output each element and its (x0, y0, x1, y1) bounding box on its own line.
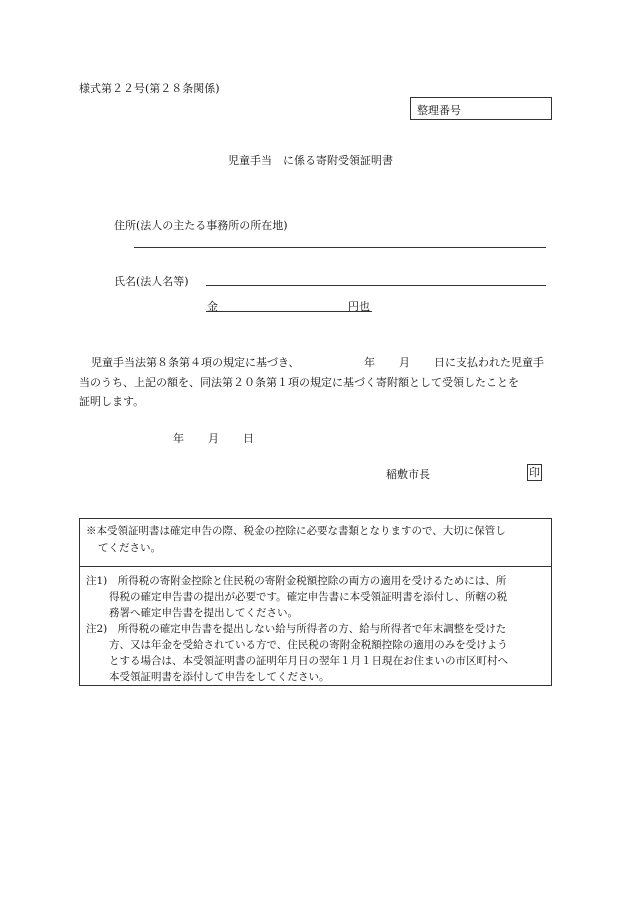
address-underline (134, 247, 546, 248)
notice-line1: ※本受領証明書は確定申告の際、税金の控除に必要な書類となりますので、大切に保管し (86, 525, 506, 537)
note1-line3: 務署へ確定申告書を提出してください。 (109, 607, 298, 619)
date-month: 月 (208, 432, 219, 445)
body-line3: 証明します。 (79, 395, 145, 408)
seal-mark: 印 (529, 466, 540, 479)
document-title: 児童手当 に係る寄附受領証明書 (228, 154, 393, 167)
amount-prefix: 金 (207, 300, 218, 313)
reference-number-label: 整理番号 (417, 104, 461, 117)
address-label: 住所(法人の主たる事務所の所在地) (114, 219, 288, 232)
note2-line3: とする場合は、本受領証明書の証明年月日の翌年１月１日現在お住まいの市区町村へ (109, 655, 508, 667)
body-month: 月 (399, 356, 410, 369)
body-line1-b: 日に支払われた児童手 (434, 356, 544, 369)
amount-suffix: 円也 (348, 300, 370, 313)
note2-line2: 方、又は年金を受給されている方で、住民税の寄附金税額控除の適用のみを受けよう (109, 639, 508, 651)
notice-box (79, 518, 552, 686)
body-line2: 当のうち、上記の額を、同法第２０条第１項の規定に基づく寄附額として受領したことを (79, 376, 519, 389)
body-year: 年 (364, 356, 375, 369)
body-line1-a: 児童手当法第８条第４項の規定に基づき、 (91, 356, 300, 369)
amount-underline (206, 311, 372, 312)
date-year: 年 (173, 432, 184, 445)
note1-line2: 得税の確定申告書の提出が必要です。確定申告書に本受領証明書を添付し、所轄の税 (109, 591, 508, 603)
note1-line1: 注1) 所得税の寄附金控除と住民税の寄附金税額控除の両方の適用を受けるためには、所 (86, 575, 507, 587)
notice-line2: てください。 (98, 542, 161, 554)
name-label: 氏名(法人名等) (114, 275, 189, 288)
reference-number-box (410, 97, 552, 120)
mayor-title: 稲敷市長 (386, 468, 430, 481)
notice-divider (80, 566, 551, 567)
date-day: 日 (243, 432, 254, 445)
note2-line1: 注2) 所得税の確定申告書を提出しない給与所得者の方、給与所得者で年末調整を受けた (86, 623, 507, 635)
form-number: 様式第２２号(第２８条関係) (79, 82, 220, 95)
note2-line4: 本受領証明書を添付して申告をしてください。 (109, 671, 330, 683)
name-underline (206, 285, 546, 286)
